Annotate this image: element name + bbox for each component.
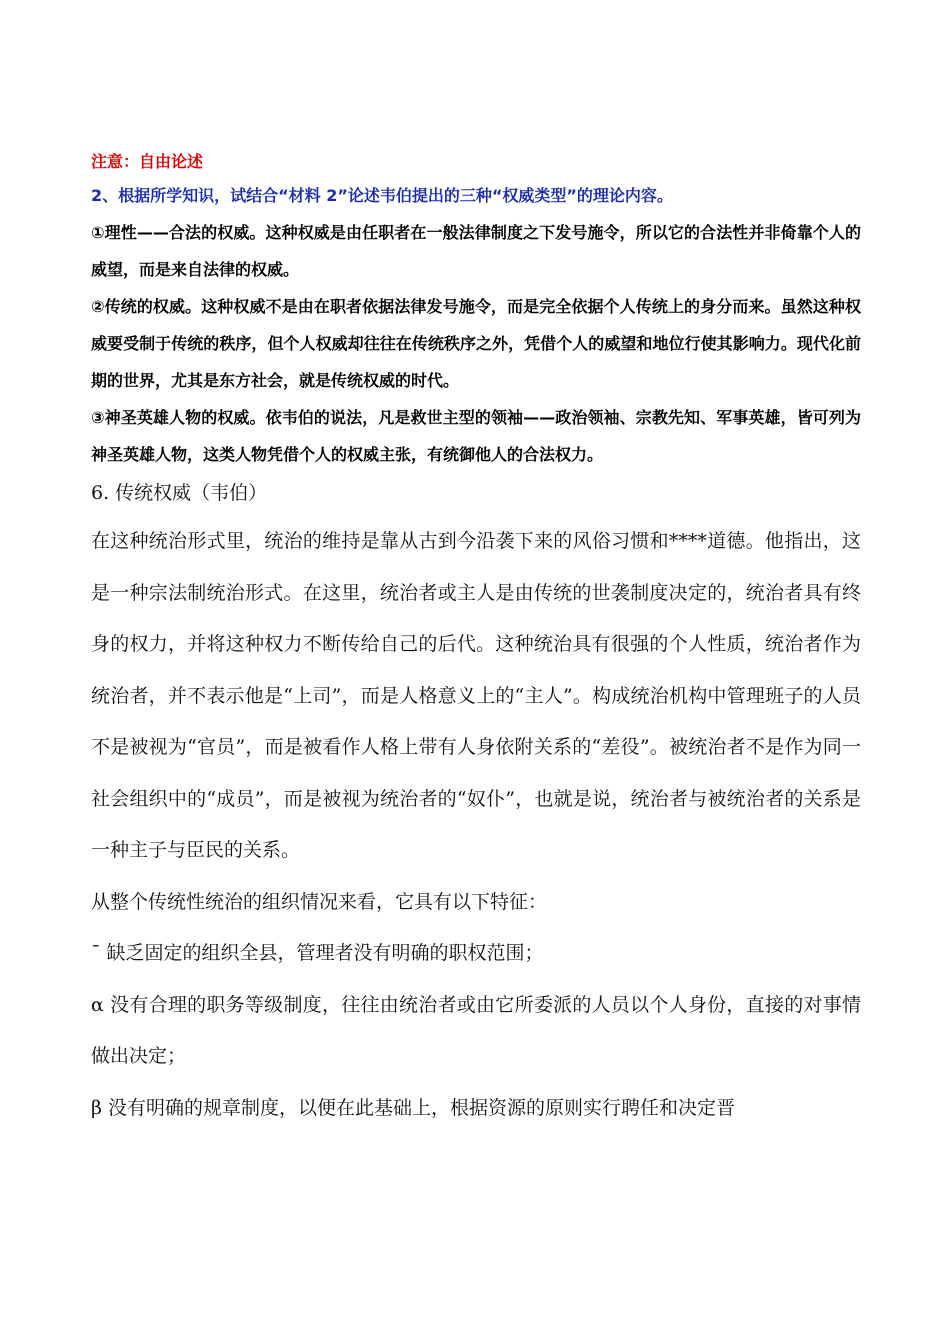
answer-charismatic: ③神圣英雄人物的权威。依韦伯的说法，凡是救世主型的领袖——政治领袖、宗教先知、军事英雄，皆可列为神圣英雄人物，这类人物凭借个人的权威主张，有统御他人的合法权力。	[91, 408, 861, 464]
feature-item	[91, 1083, 861, 1135]
section-heading: 6. 传统权威（韦伯）	[91, 482, 268, 504]
note-heading: 注意：自由论述	[91, 152, 204, 171]
feature-marker: α	[91, 993, 104, 1016]
feature-item	[91, 980, 861, 1083]
feature-text: 没有明确的规章制度，以便在此基础上，根据资源的原则实行聘任和决定晋	[107, 1096, 735, 1119]
feature-item	[91, 928, 861, 980]
feature-text: 没有合理的职务等级制度，往往由统治者或由它所委派的人员以个人身份，直接的对事情做出决定；	[91, 993, 861, 1067]
question-text: 2、根据所学知识，试结合“材料 2”论述韦伯提出的三种“权威类型”的理论内容。	[91, 186, 673, 205]
features-intro: 从整个传统性统治的组织情况来看，它具有以下特征：	[91, 890, 548, 913]
feature-marker: β	[91, 1096, 102, 1119]
section-paragraph: 在这种统治形式里，统治的维持是靠从古到今沿袭下来的风俗习惯和****道德。他指出，这是一种宗法制统治形式。在这里，统治者或主人是由传统的世袭制度决定的，统治者具有终身的权力，并将这种权力不断传给自己的后代。这种统治具有很强的个人性质，统治者作为统治者，并不表示他是“上司”，而是人格意义上的“主人”。构成统治机构中管理班子的人员不是被视为“官员”，而是被看作人格上带有人身依附关系的“差役”。被统治者不是作为同一社会组织中的“成员”，而是被视为统治者的“奴仆”，也就是说，统治者与被统治者的关系是一种主子与臣民的关系。	[91, 530, 861, 861]
answer-traditional: ②传统的权威。这种权威不是由在职者依据法律发号施令，而是完全依据个人传统上的身分而来。虽然这种权威要受制于传统的秩序，但个人权威却往往在传统秩序之外，凭借个人的威望和地位行使其影响力。现代化前期的世界，尤其是东方社会，就是传统权威的时代。	[91, 297, 861, 390]
page-content	[91, 152, 861, 1134]
feature-text: 缺乏固定的组织全县，管理者没有明确的职权范围；	[106, 942, 544, 964]
feature-marker: ¯	[91, 942, 101, 964]
answer-rational-legal: ①理性——合法的权威。这种权威是由任职者在一般法律制度之下发号施令，所以它的合法性并非倚靠个人的威望，而是来自法律的权威。	[91, 223, 861, 279]
